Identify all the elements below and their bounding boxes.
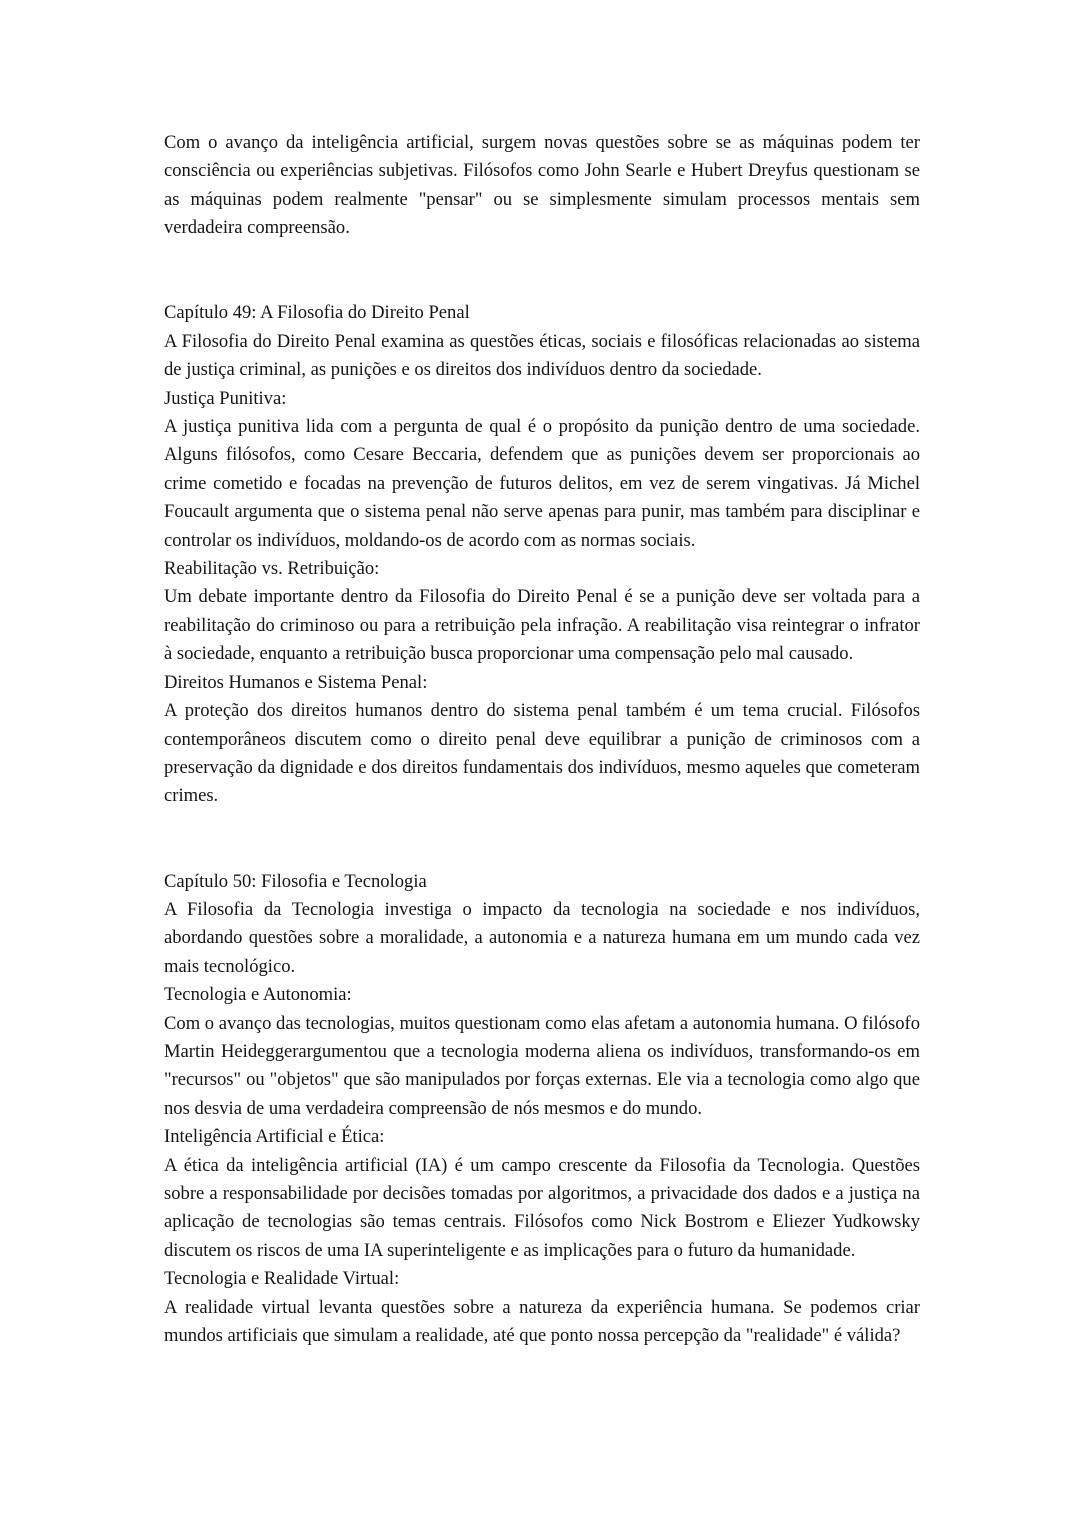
section-text-direitos-humanos: A proteção dos direitos humanos dentro do sistema penal também é um tema crucial. Filósofos contemporâneos discutem como o direito penal deve equilibrar a punição de criminosos com a preservação da dignidade e dos direitos fundamentais dos indivíduos, mesmo aqueles que cometeram crimes. (164, 700, 920, 807)
section-heading-justica-punitiva: Justiça Punitiva: (164, 387, 287, 409)
section-text-reabilitacao: Um debate importante dentro da Filosofia do Direito Penal é se a punição deve ser voltada para a reabilitação do criminoso ou para a retribuição pela infração. A reabilitação visa reintegrar o infrator à sociedade, enquanto a retribuição busca proporcionar uma compensação pelo mal causado. (164, 586, 920, 665)
section-text-tecnologia-autonomia: Com o avanço das tecnologias, muitos questionam como elas afetam a autonomia humana. O filósofo Martin Heideggerargumentou que a tecnologia moderna aliena os indivíduos, transformando-os em "recursos" ou "objetos" que são manipulados por forças externas. Ele via a tecnologia como algo que nos desvia de uma verdadeira compreensão de nós mesmos e do mundo. (164, 1012, 920, 1119)
section-heading-tecnologia-autonomia: Tecnologia e Autonomia: (164, 984, 352, 1006)
section-spacer (164, 811, 920, 868)
section-spacer (164, 243, 920, 300)
chapter-49 (164, 299, 920, 810)
section-text-realidade-virtual: A realidade virtual levanta questões sobre a natureza da experiência humana. Se podemos criar mundos artificiais que simulam a realidade, até que ponto nossa percepção da "realidade" é válida? (164, 1296, 920, 1347)
section-text-justica-punitiva: A justiça punitiva lida com a pergunta de qual é o propósito da punição dentro de uma sociedade. Alguns filósofos, como Cesare Beccaria, defendem que as punições devem ser proporcionais ao crime cometido e focadas na prevenção de futuros delitos, em vez de serem vingativas. Já Michel Foucault argumenta que o sistema penal não serve apenas para punir, mas também para disciplinar e controlar os indivíduos, moldando-os de acordo com as normas sociais. (164, 416, 920, 551)
section-heading-direitos-humanos: Direitos Humanos e Sistema Penal: (164, 671, 428, 693)
document-page (164, 129, 920, 1350)
section-heading-ia-etica: Inteligência Artificial e Ética: (164, 1126, 385, 1148)
intro-paragraph: Com o avanço da inteligência artificial, surgem novas questões sobre se as máquinas podem ter consciência ou experiências subjetivas. Filósofos como John Searle e Hubert Dreyfus questionam se as máquinas podem realmente "pensar" ou se simplesmente simulam processos mentais sem verdadeira compreensão. (164, 132, 920, 239)
section-heading-reabilitacao: Reabilitação vs. Retribuição: (164, 558, 380, 580)
chapter-49-intro: A Filosofia do Direito Penal examina as questões éticas, sociais e filosóficas relacionadas ao sistema de justiça criminal, as punições e os direitos dos indivíduos dentro da sociedade. (164, 330, 920, 381)
section-text-ia-etica: A ética da inteligência artificial (IA) é um campo crescente da Filosofia da Tecnologia. Questões sobre a responsabilidade por decisões tomadas por algoritmos, a privacidade dos dados e a justiça na aplicação de tecnologias são temas centrais. Filósofos como Nick Bostrom e Eliezer Yudkowsky discutem os riscos de uma IA superinteligente e as implicações para o futuro da humanidade. (164, 1154, 920, 1261)
chapter-50-title: Capítulo 50: Filosofia e Tecnologia (164, 870, 427, 892)
section-heading-realidade-virtual: Tecnologia e Realidade Virtual: (164, 1268, 400, 1290)
chapter-50 (164, 868, 920, 1351)
chapter-49-title: Capítulo 49: A Filosofia do Direito Penal (164, 302, 470, 324)
chapter-50-intro: A Filosofia da Tecnologia investiga o impacto da tecnologia na sociedade e nos indivíduos, abordando questões sobre a moralidade, a autonomia e a natureza humana em um mundo cada vez mais tecnológico. (164, 898, 920, 977)
